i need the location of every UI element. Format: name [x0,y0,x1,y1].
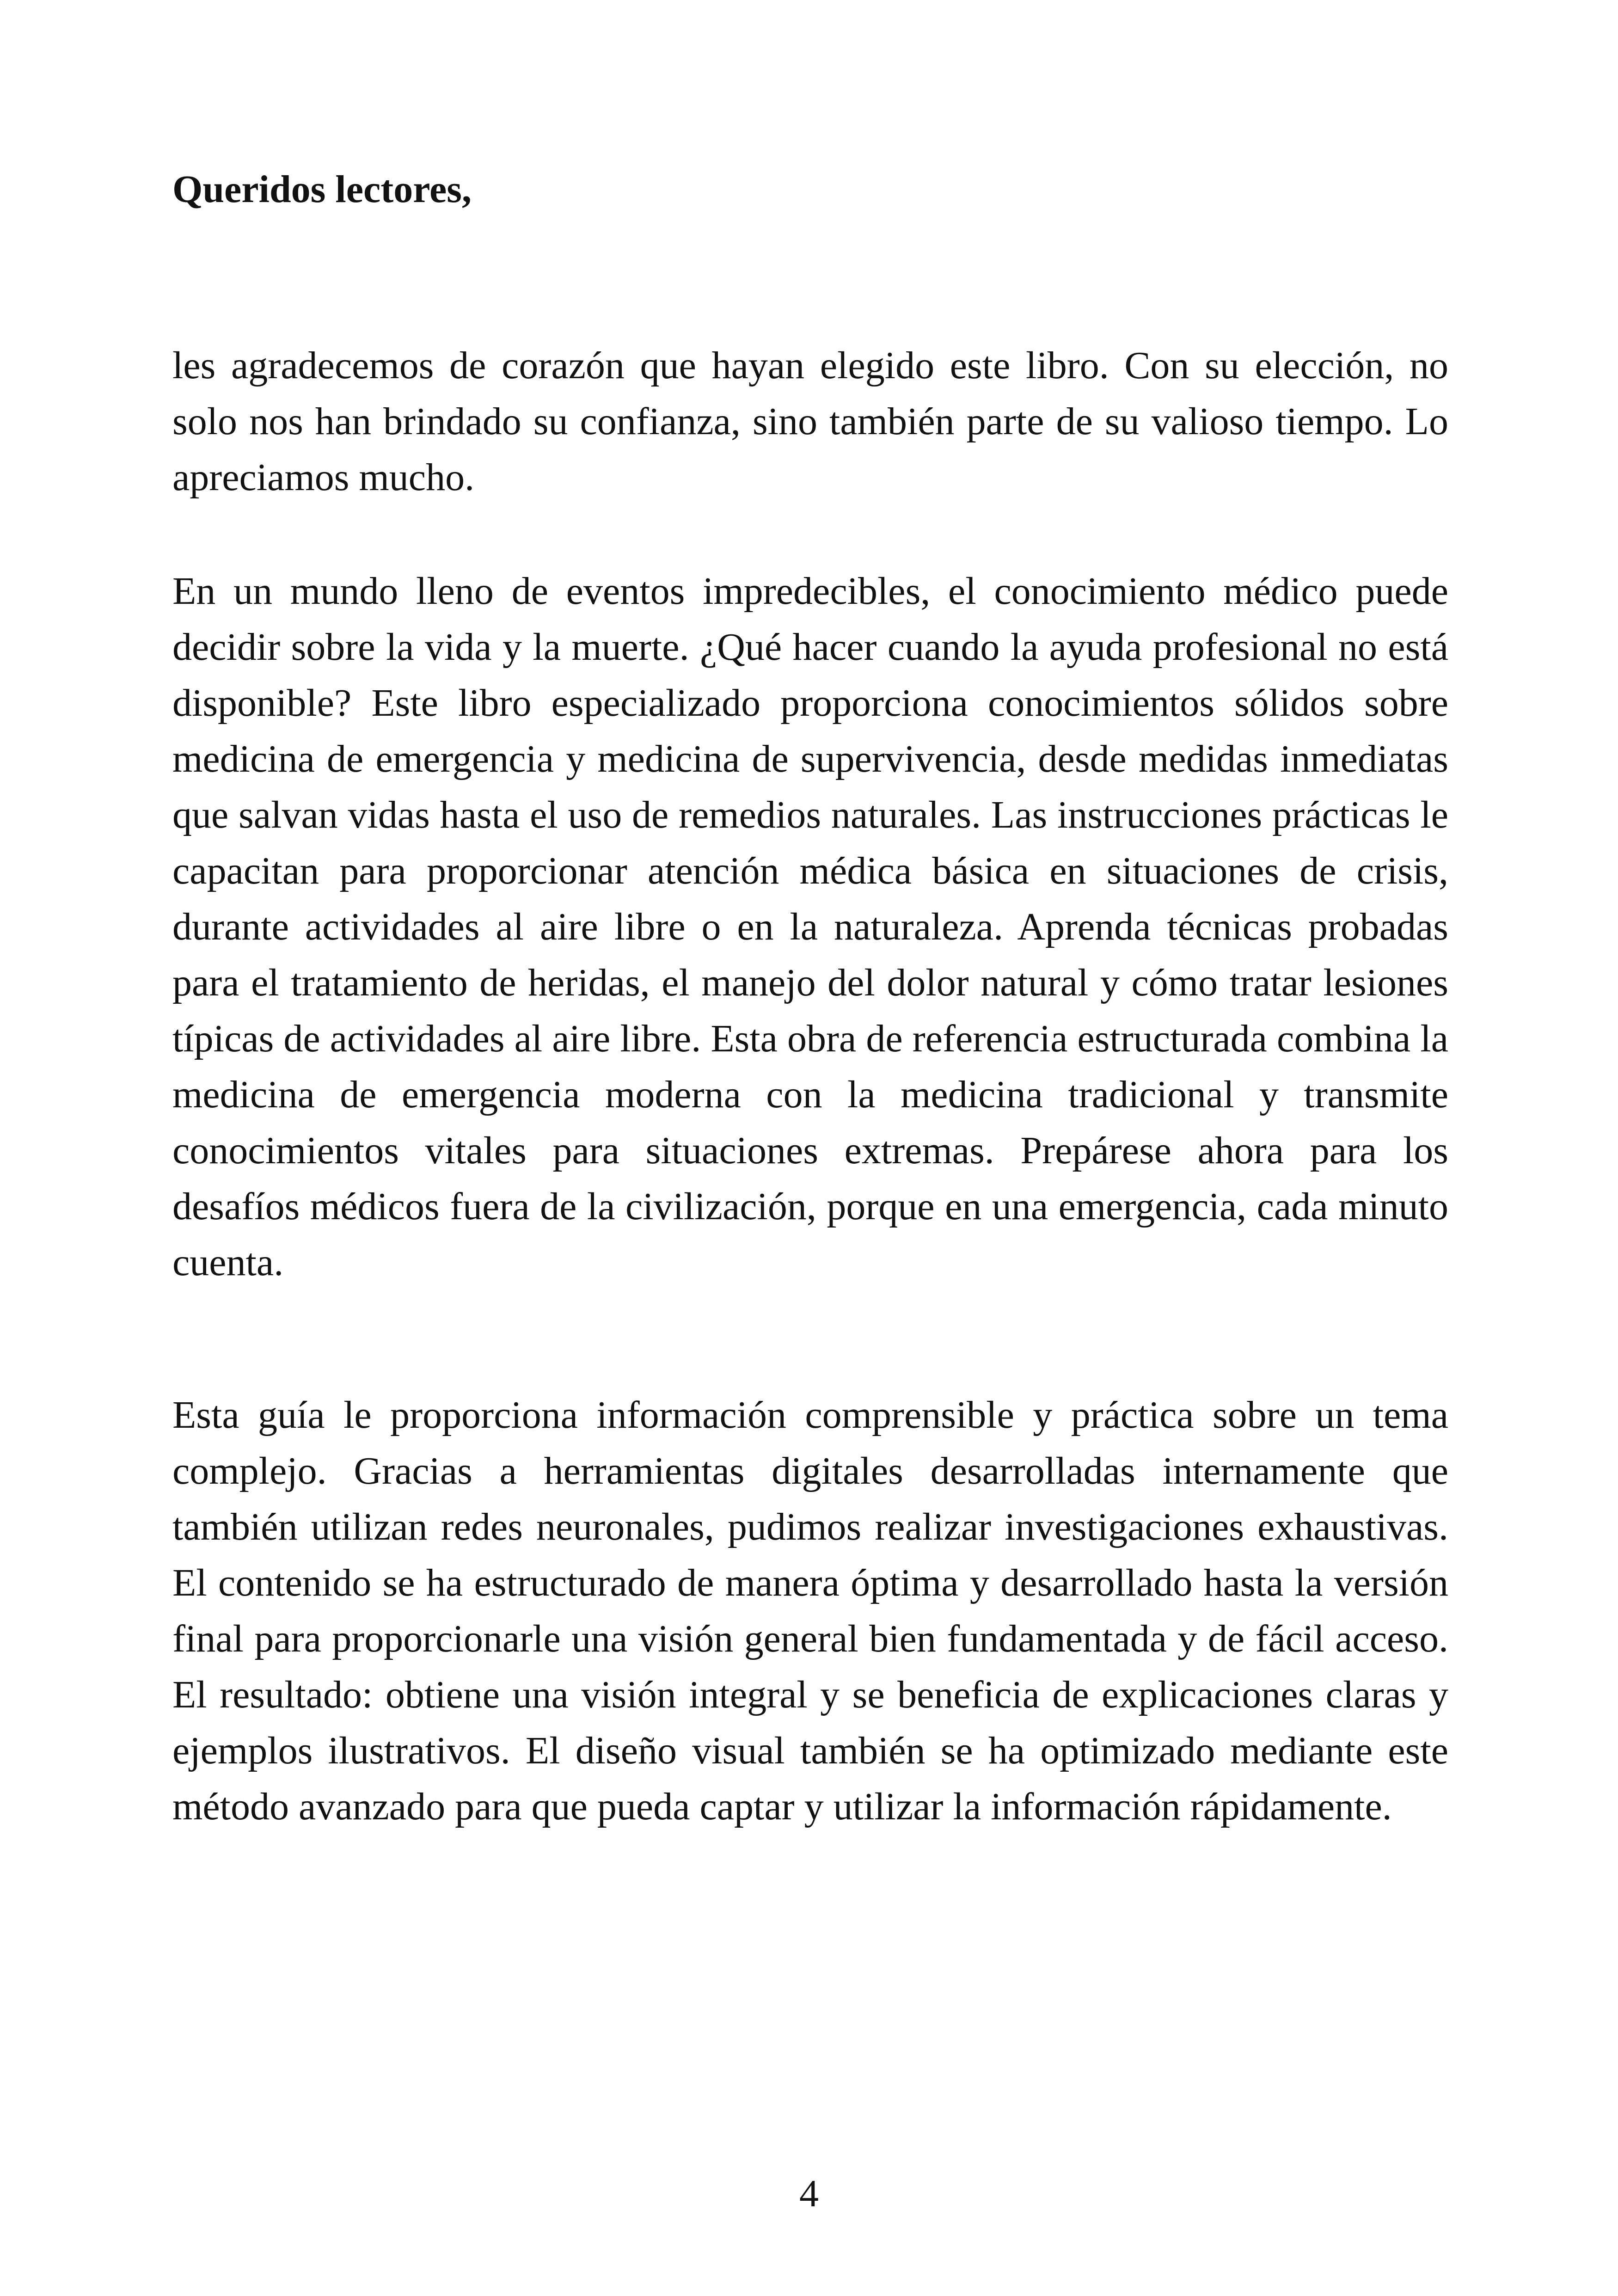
paragraph-thanks: les agradecemos de corazón que hayan elegido este libro. Con su elección, no solo nos han brindado su confianza, sino también parte de su valioso tiempo. Lo apreciamos mucho. [172,344,1448,499]
paragraph-guide-method: Esta guía le proporciona información comprensible y práctica sobre un tema complejo. Gracias a herramientas digitales desarrolladas internamente que también utilizan redes neuronales, pudimos realizar investigaciones exhaustivas. El contenido se ha estructurado de manera óptima y desarrollado hasta la versión final para proporcionarle una visión general bien fundamentada y de fácil acceso. El resultado: obtiene una visión integral y se beneficia de explicaciones claras y ejemplos ilustrativos. El diseño visual también se ha optimizado mediante este método avanzado para que pueda captar y utilizar la información rápidamente. [172,1394,1448,1828]
page-number: 4 [799,2172,819,2215]
salutation: Queridos lectores, [172,168,472,211]
paragraph-book-description: En un mundo lleno de eventos impredecibles, el conocimiento médico puede decidir sobre la vida y la muerte. ¿Qué hacer cuando la ayuda profesional no está disponible? Este libro especializado proporciona conocimientos sólidos sobre medicina de emergencia y medicina de supervivencia, desde medidas inmediatas que salvan vidas hasta el uso de remedios naturales. Las instrucciones prácticas le capacitan para proporcionar atención médica básica en situaciones de crisis, durante actividades al aire libre o en la naturaleza. Aprenda técnicas probadas para el tratamiento de heridas, el manejo del dolor natural y cómo tratar lesiones típicas de actividades al aire libre. Esta obra de referencia estructurada combina la medicina de emergencia moderna con la medicina tradicional y transmite conocimientos vitales para situaciones extremas. Prepárese ahora para los desafíos médicos fuera de la civilización, porque en una emergencia, cada minuto cuenta. [172,570,1448,1284]
